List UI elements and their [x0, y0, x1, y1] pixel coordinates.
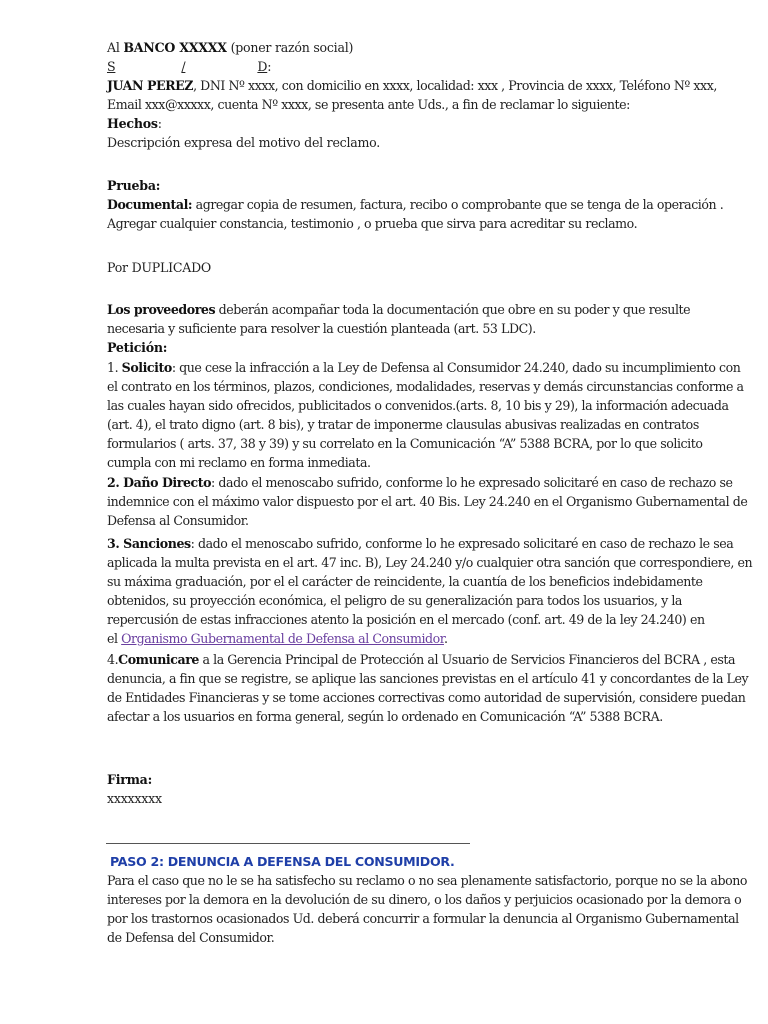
item3-line-2: aplicada la multa prevista en el art. 47 inc. B), Ley 24.240 y/o cualquier otra sanción que correspondiere, en — [107, 555, 753, 570]
organismo-link[interactable]: Organismo Gubernamental de Defensa al Consumidor — [121, 631, 444, 646]
sd-s: S — [107, 59, 116, 74]
item4-line-3: de Entidades Financieras y se tome acciones correctivas como autoridad de supervisión, considere puedan — [107, 690, 746, 705]
client-name: JUAN PEREZ — [107, 78, 194, 93]
paso2-line-3: por los trastornos ocasionados Ud. deberá concurrir a formular la denuncia al Organismo Gubernamental — [107, 911, 739, 926]
item2-line-3: Defensa al Consumidor. — [107, 513, 249, 528]
sd-underline — [107, 59, 267, 74]
item3-last-suffix: . — [443, 631, 448, 646]
separator-line — [106, 843, 470, 844]
proveedores-text: deberán acompañar toda la documentación que obre en su poder y que resulte — [215, 302, 691, 317]
bank-name: BANCO XXXXX — [123, 40, 227, 55]
item4-line-4: afectar a los usuarios en forma general, según lo ordenado en Comunicación “A” 5388 BCRA. — [107, 709, 663, 724]
hechos-label: Hechos — [107, 116, 158, 131]
hechos-heading — [107, 114, 162, 133]
hechos-colon: : — [157, 116, 162, 131]
sd-slash: / — [181, 59, 186, 74]
prueba-label: Prueba: — [107, 178, 161, 193]
hechos-text: Descripción expresa del motivo del reclamo. — [107, 135, 381, 150]
sd-d: D — [257, 59, 268, 74]
item4-label: Comunicare — [118, 652, 199, 667]
item1-line-5: formularios ( arts. 37, 38 y 39) y su correlato en la Comunicación “A” 5388 BCRA, por lo que solicito — [107, 436, 703, 451]
peticion-label: Petición: — [107, 340, 168, 355]
item3-last-prefix: el — [107, 631, 122, 646]
proveedores-line-1 — [107, 300, 690, 319]
peticion-heading — [107, 338, 167, 357]
item3-label: 3. Sanciones — [107, 536, 191, 551]
item3-line — [107, 534, 733, 553]
sd-colon: : — [267, 59, 272, 74]
item2-line-2: indemnice con el máximo valor dispuesto por el art. 40 Bis. Ley 24.240 en el Organismo Gubernamental de — [107, 494, 748, 509]
documental-text: agregar copia de resumen, factura, recibo o comprobante que se tenga de la operación . — [192, 197, 724, 212]
item1-line-4: (art. 4), el trato digno (art. 8 bis), y tratar de imponerme clausulas abusivas realizadas en contratos — [107, 417, 699, 432]
item1-line-3: las cuales hayan sido ofrecidos, publicitados o convenidos.(arts. 8, 10 bis y 29), la información adecuada — [107, 398, 729, 413]
firma-heading — [107, 770, 152, 789]
item1-label: Solicito — [121, 360, 172, 375]
email-line: Email xxx@xxxxx, cuenta Nº xxxx, se presenta ante Uds., a fin de reclamar lo siguiente: — [107, 97, 630, 112]
proveedores-label: Los proveedores — [107, 302, 216, 317]
firma-value: xxxxxxxx — [107, 791, 162, 806]
paso2-line-4: de Defensa del Consumidor. — [107, 930, 275, 945]
paso2-line-2: intereses por la demora en la devolución de su dinero, o los daños y perjuicios ocasionado por la demora o — [107, 892, 742, 907]
item1-number: 1. — [107, 360, 122, 375]
item3-line-4: obtenidos, su proyección económica, el peligro de su generalización para todos los usuarios, y la — [107, 593, 682, 608]
item2-label: 2. Daño Directo — [107, 475, 212, 490]
item4-text: a la Gerencia Principal de Protección al Usuario de Servicios Financieros del BCRA , esta — [198, 652, 736, 667]
duplicado-text: Por DUPLICADO — [107, 260, 211, 275]
identity-line — [107, 76, 717, 95]
sd-line — [107, 57, 271, 76]
item3-line-3: su máxima graduación, por el el carácter de reincidente, la cuantía de los beneficios indebidamente — [107, 574, 703, 589]
item2-text: : dado el menoscabo sufrido, conforme lo he expresado solicitaré en caso de rechazo se — [211, 475, 733, 490]
prueba-text-2: Agregar cualquier constancia, testimonio , o prueba que sirva para acreditar su reclamo. — [107, 216, 638, 231]
bank-note: (poner razón social) — [226, 40, 354, 55]
item3-text: : dado el menoscabo sufrido, conforme lo he expresado solicitaré en caso de rechazo le sea — [190, 536, 734, 551]
item2-line — [107, 473, 733, 492]
item1-line-6: cumpla con mi reclamo en forma inmediata. — [107, 455, 371, 470]
addressee-line — [107, 38, 353, 57]
item4-number: 4. — [107, 652, 119, 667]
documental-line — [107, 195, 723, 214]
prueba-heading — [107, 176, 160, 195]
item3-line-6 — [107, 629, 448, 648]
paso2-line-1: Para el caso que no le se ha satisfecho su reclamo o no sea plenamente satisfactorio, porque no se la abono — [107, 873, 748, 888]
item1-line-2: el contrato en los términos, plazos, condiciones, modalidades, reservas y demás circunstancias conforme a — [107, 379, 744, 394]
documental-label: Documental: — [107, 197, 193, 212]
item1-text: : que cese la infracción a la Ley de Defensa al Consumidor 24.240, dado su incumplimiento con — [171, 360, 741, 375]
item4-line — [107, 650, 735, 669]
item4-line-2: denuncia, a fin que se registre, se aplique las sanciones previstas en el artículo 41 y concordantes de la Ley — [107, 671, 749, 686]
item1-line — [107, 358, 740, 377]
proveedores-line-2: necesaria y suficiente para resolver la cuestión planteada (art. 53 LDC). — [107, 321, 536, 336]
firma-label: Firma: — [107, 772, 152, 787]
paso2-heading: PASO 2: DENUNCIA A DEFENSA DEL CONSUMIDOR. — [110, 854, 455, 869]
addressee-prefix: Al — [107, 40, 124, 55]
item3-line-5: repercusión de estas infracciones atento la posición en el mercado (conf. art. 49 de la ley 24.240) en — [107, 612, 705, 627]
identity-details: , DNI Nº xxxx, con domicilio en xxxx, localidad: xxx , Provincia de xxxx, Teléfono Nº xxx, — [193, 78, 717, 93]
